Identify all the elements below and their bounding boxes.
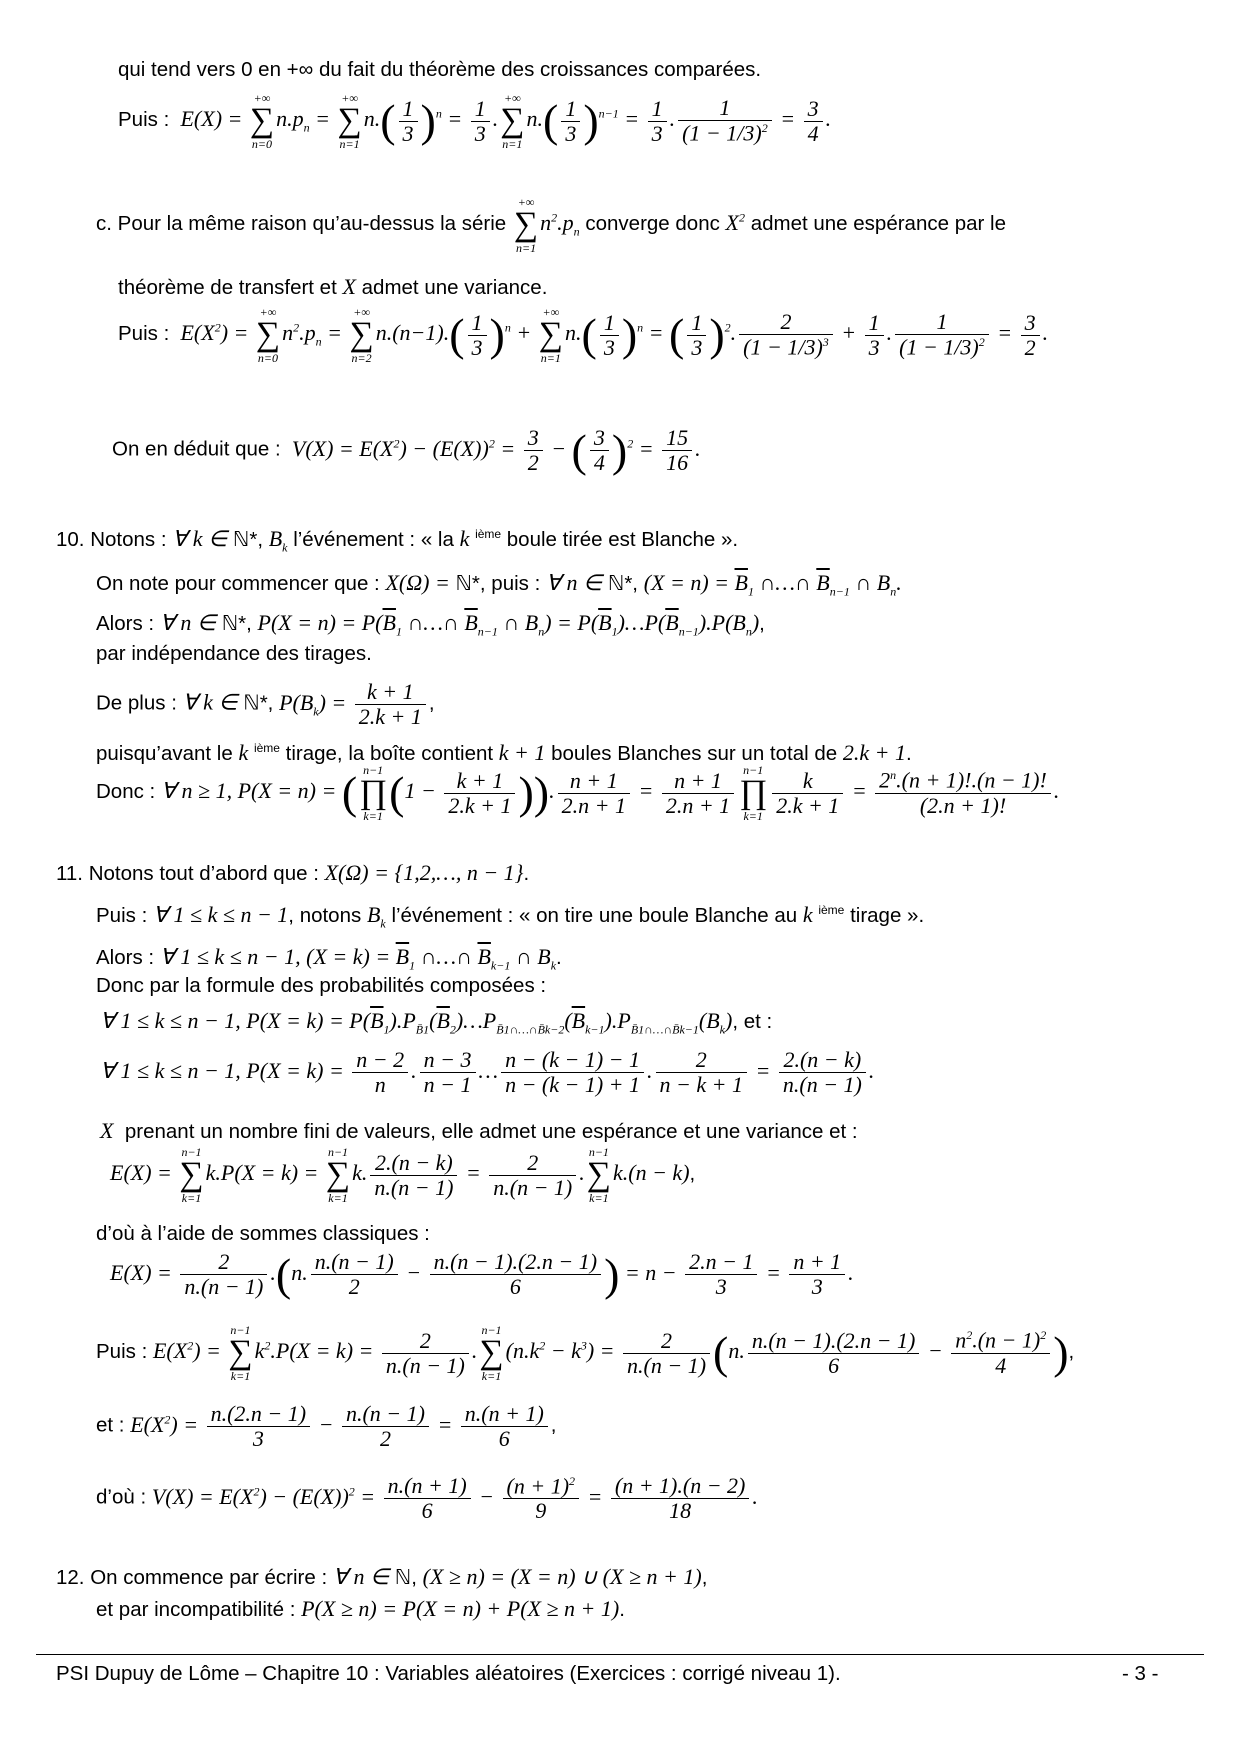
text: Puis : [96, 1340, 148, 1364]
puis-label: Puis : [118, 322, 170, 346]
q11-line3: Alors : ∀ 1 ≤ k ≤ n − 1, $(X = k) = \overline{B}_1$ ∩…∩ $\overline{B}_{k-1}$ ∩ $B_k$. [96, 944, 562, 973]
text: théorème de transfert et [118, 276, 337, 299]
text: puisqu’avant le [96, 742, 233, 765]
puis-label: Puis : [118, 108, 170, 132]
text: tirage ». [850, 904, 925, 927]
text: converge donc [585, 212, 720, 236]
q10-line4: par indépendance des tirages. [96, 642, 372, 665]
q10-line5: De plus : ∀ k ∈ ℕ*, $P(B_k)$ = $\frac{k + 1}{2.k + 1}$ , [96, 679, 435, 729]
q10-line1: 10. Notons : ∀ k ∈ ℕ*, $B_k$ l’événement : « la k $^{ième}$ boule tirée est Blanche ». [56, 526, 739, 555]
text: admet une espérance par le [750, 212, 1006, 236]
text: boule tirée est Blanche ». [506, 528, 739, 551]
q11-line12: et : $E(X^2)$ = $\frac{n.(2.n - 1)}{3}$ − $\frac{n.(n - 1)}{2}$ = $\frac{n.(n + 1)}{6}$ , [96, 1401, 557, 1451]
text: Notons tout d’abord que : [88, 862, 319, 885]
deduit-label: On en déduit que : [112, 437, 281, 461]
text: l’événement : « on tire une boule Blanche au [391, 904, 798, 927]
q11-line2: Puis : ∀ 1 ≤ k ≤ n − 1, notons $B_k$ l’événement : « on tire une boule Blanche au k $^{ième}$ tirage ». [96, 902, 925, 931]
transfer-line [118, 276, 547, 299]
intro-line: qui tend vers 0 en +∞ du fait du théorème des croissances comparées. [118, 58, 762, 81]
q12-line2: et par incompatibilité : P(X ≥ n) = P(X = n) + P(X ≥ n + 1). [96, 1596, 625, 1621]
second-moment-line [118, 306, 1048, 364]
q11-line13: d’où : $V(X) = E(X^2) - (E(X))^2$ = $\frac{n.(n + 1)}{6}$ − $\frac{(n + 1)^2}{9}$ = $\frac{(n + 1).(n - 2)}{18}$ . [96, 1473, 758, 1524]
series-line [96, 196, 1006, 254]
text: Puis : [96, 904, 148, 927]
text: admet une variance. [361, 276, 548, 299]
q11-line7: X prenant un nombre fini de valeurs, elle admet une espérance et une variance et : [100, 1118, 858, 1143]
text: On note pour commencer que : [96, 572, 380, 595]
footer-rule [36, 1654, 1204, 1655]
text: Donc : [96, 780, 156, 804]
text: On commence par écrire : [90, 1566, 328, 1589]
text: l’événement : « la [293, 528, 454, 551]
var: $X^2$ [725, 210, 745, 236]
text: tirage, la boîte contient [285, 742, 494, 765]
q10-line6: puisqu’avant le k $^{ième}$ tirage, la boîte contient k + 1 boules Blanches sur un total de 2.k + 1. [96, 740, 912, 765]
text: , et : [732, 1010, 773, 1033]
q10-line3: Alors : ∀ n ∈ ℕ*, $P(X = n) = P(\overline{B}_1$ ∩…∩ $\overline{B}_{n-1}$ ∩ $B_n$) = $P(\overline{B}_1)\dots P(\overline{B}_{n-1}).P(B_n)$, [96, 610, 765, 639]
text: d’où : [96, 1485, 147, 1509]
label-c: c. Pour la même raison qu’au-dessus la série [96, 212, 507, 236]
q11-line4: Donc par la formule des probabilités composées : [96, 974, 547, 997]
q11-line6: ∀ 1 ≤ k ≤ n − 1, P(X = k) = $\frac{n - 2}{n}$ . $\frac{n - 3}{n - 1}$ … $\frac{n - (k - 1) - 1}{n - (k - 1) + 1}$ . $\frac{2}{n - k + 1}$ = $\frac{2.(n - k)}{n.(n - 1)}$ . [100, 1047, 875, 1097]
formula: E(X) = +∞ ∑ n=0 $n.p_n$ = +∞ ∑ n=1 n.( $\frac{1}{3}$ )$^n$ = $\frac{1}{3}$ . +∞ ∑ n=1 n.( $\frac{1}{3}$ )$^{n-1}$ = $\frac{1}{3}$ . $\frac{1}{(1 - 1/3)^2}$ = $\frac{3}{4}$ . [174, 91, 832, 151]
formula: $V(X) = E(X^2) - (E(X))^2$ = $\frac{3}{2}$ − ( $\frac{3}{4}$ )$^2$ = $\frac{15}{16}$ . [286, 424, 701, 476]
text: Alors : [96, 612, 155, 635]
q11-line11: Puis : $E(X^2)$ = n−1 ∑ k=1 $k^2.P(X = k)$ = $\frac{2}{n.(n - 1)}$ . n−1 ∑ k=1 $(n.k^2 - k^3)$ = $\frac{2}{n.(n - 1)}$ (n. $\frac{n.(n - 1).(2.n - 1)}{6}$ − $\frac{n^2.(n - 1)^2}{4}$ ), [96, 1323, 1075, 1383]
formula: $E(X^2)$ = +∞ ∑ n=0 $n^2.p_n$ = +∞ ∑ n=2 n.(n−1).( $\frac{1}{3}$ )$^n$ + +∞ ∑ n=1 n.( $\frac{1}{3}$ )$^n$ = ( $\frac{1}{3}$ )$^2$. $\frac{2}{(1 - 1/3)^3}$ + $\frac{1}{3}$ . $\frac{1}{(1 - 1/3)^2}$ = $\frac{3}{2}$ . [174, 305, 1049, 365]
text: Alors : [96, 946, 155, 969]
expectation-line [118, 92, 831, 192]
question-number: 12. [56, 1566, 85, 1589]
q11-line1: 11. Notons tout d’abord que : X(Ω) = {1,2,…, n − 1}. [56, 860, 530, 885]
var: X [342, 274, 356, 299]
q11-line9: d’où à l’aide de sommes classiques : [96, 1222, 430, 1245]
ieme: ième [818, 903, 845, 918]
q12-line1: 12. On commence par écrire : ∀ n ∈ ℕ, (X ≥ n) = (X = n) ∪ (X ≥ n + 1), [56, 1564, 708, 1589]
q11-line10: E(X) = $\frac{2}{n.(n - 1)}$ .(n. $\frac{n.(n - 1)}{2}$ − $\frac{n.(n - 1).(2.n - 1)}{6}$ ) = n − $\frac{2.n - 1}{3}$ = $\frac{n + 1}{3}$ . [110, 1248, 854, 1300]
series: +∞ ∑ n=1 $n^2.p_n$ [513, 195, 580, 255]
text: prenant un nombre fini de valeurs, elle admet une espérance et une variance et : [124, 1120, 858, 1143]
page-number: - 3 - [1122, 1662, 1159, 1685]
text: boules Blanches sur un total de [551, 742, 838, 765]
text: et : [96, 1413, 125, 1437]
text: , puis : [479, 572, 541, 595]
question-number: 11. [56, 862, 83, 885]
ieme: ième [475, 527, 502, 542]
text: et par incompatibilité : [96, 1598, 296, 1621]
q11-line8: E(X) = n−1 ∑ k=1 k.P(X = k) = n−1 ∑ k=1 k. $\frac{2.(n - k)}{n.(n - 1)}$ = $\frac{2}{n.(n - 1)}$ . n−1 ∑ k=1 k.(n − k), [110, 1145, 696, 1205]
ieme: ième [253, 741, 280, 756]
q10-line2: On note pour commencer que : X(Ω) = ℕ*, puis : ∀ n ∈ ℕ*, $(X = n) = \overline{B}_1$ ∩…∩ $\overline{B}_{n-1}$ ∩ $B_n$. [96, 570, 902, 599]
q11-line5: ∀ 1 ≤ k ≤ n − 1, $P(X = k) = P(\overline{B}_1).P_{B̄1}(\overline{B}_2)\dots P_{B̄1\cap\dots\cap B̄k-2}(\overline{B}_{k-1}).P_{B̄1\cap\dots\cap B̄k-1}(B_k)$, et : [100, 1008, 773, 1037]
question-number: 10. [56, 528, 85, 551]
text: De plus : [96, 691, 177, 715]
variance-line [112, 426, 701, 475]
footer-title: PSI Dupuy de Lôme – Chapitre 10 : Variables aléatoires (Exercices : corrigé niveau 1). [56, 1662, 841, 1685]
q10-line7: Donc : ∀ n ≥ 1, P(X = n) = ( n−1 ∏ k=1 (1 − $\frac{k + 1}{2.k + 1}$ )). $\frac{n + 1}{2.n + 1}$ = $\frac{n + 1}{2.n + 1}$ n−1 ∏ k=1 $\frac{k}{2.k + 1}$ = $\frac{2^n.(n + 1)!.(n - 1)!}{(2.n + 1)!}$ . [96, 763, 1060, 823]
text: , notons [288, 904, 362, 927]
